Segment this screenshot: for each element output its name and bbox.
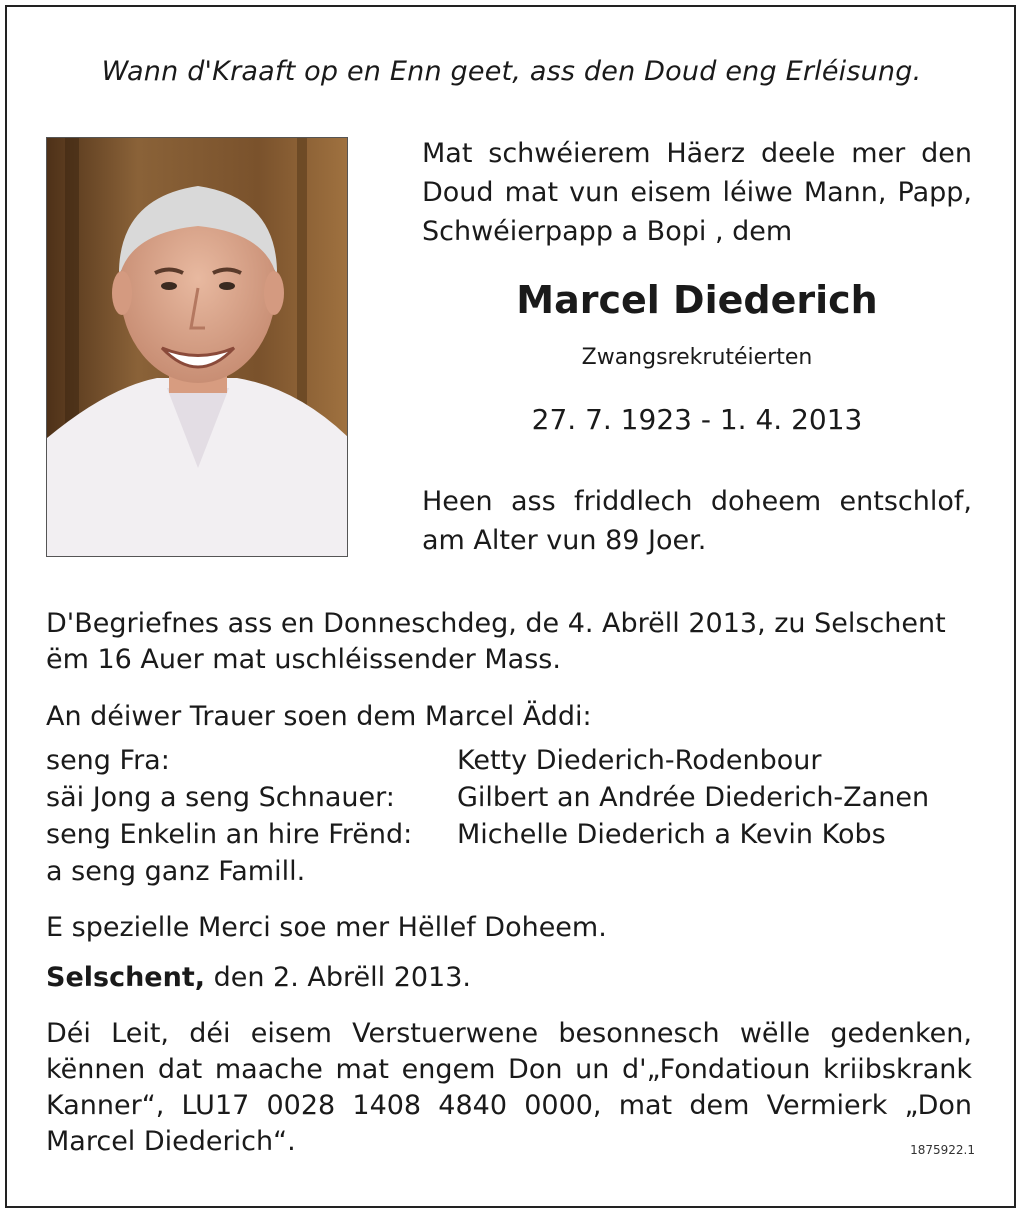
place-date-line <box>46 960 972 996</box>
intro-text: Mat schwéierem Häerz deele mer den Doud mat vun eisem léiwe Mann, Papp, Schwéierpapp a Bopi , dem <box>422 138 972 247</box>
mourners-list <box>46 742 972 890</box>
thanks-text: E spezielle Merci soe mer Hëllef Doheem. <box>46 912 607 943</box>
portrait-photo <box>46 137 348 557</box>
mourner-names: Ketty Diederich-Rodenbour <box>457 745 822 776</box>
mourner-relation: seng Fra: <box>46 745 170 776</box>
funeral-details: D'Begriefnes ass en Donneschdeg, de 4. Abrëll 2013, zu Selschent ëm 16 Auer mat uschléissender Mass. <box>46 608 946 675</box>
mourner-relation: säi Jong a seng Schnauer: <box>46 782 395 813</box>
passing-text: Heen ass friddlech doheem entschlof, am Alter vun 89 Joer. <box>422 486 972 556</box>
reference-number: 1875922.1 <box>910 1143 975 1157</box>
donation-text: Déi Leit, déi eisem Verstuerwene besonnesch wëlle gedenken, kënnen dat maache mat engem Don un d'„Fondatioun kriibskrank Kanner“, LU17 0028 1408 4840 0000, mat dem Vermierk „Don Marcel Diederich“. <box>46 1018 972 1157</box>
mourner-row <box>46 742 972 779</box>
place-name: Selschent, <box>46 962 206 993</box>
mourner-relation: a seng ganz Famill. <box>46 856 306 887</box>
date-text: den 2. Abrëll 2013. <box>205 962 471 993</box>
deceased-name: Marcel Diederich <box>516 278 878 322</box>
mourner-relation: seng Enkelin an hire Frënd: <box>46 819 413 850</box>
mourner-row <box>46 779 972 816</box>
mourner-names: Michelle Diederich a Kevin Kobs <box>457 819 886 850</box>
mourning-intro: An déiwer Trauer soen dem Marcel Äddi: <box>46 701 592 732</box>
motto-text: Wann d'Kraaft op en Enn geet, ass den Doud eng Erléisung. <box>101 56 922 87</box>
mourner-row <box>46 853 972 890</box>
deceased-subtitle: Zwangsrekrutéierten <box>581 345 813 370</box>
mourner-row <box>46 816 972 853</box>
life-dates: 27. 7. 1923 - 1. 4. 2013 <box>531 403 863 436</box>
mourner-names: Gilbert an Andrée Diederich-Zanen <box>457 782 930 813</box>
